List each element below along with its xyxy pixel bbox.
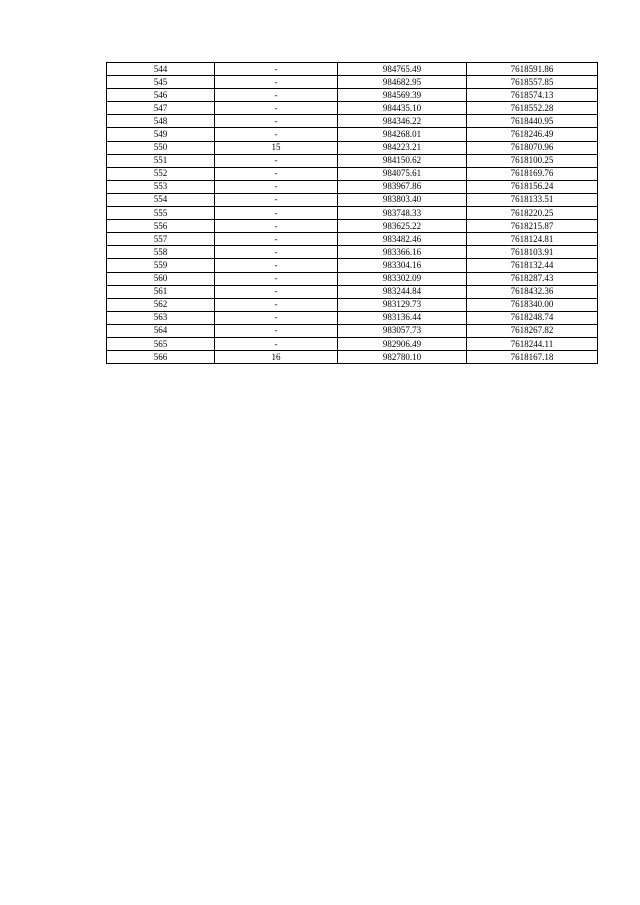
marker-cell: - (215, 102, 338, 115)
point-number-cell: 566 (107, 351, 215, 364)
coordinate-y-cell: 7618244.11 (467, 337, 598, 350)
coordinates-table-body (107, 63, 598, 364)
marker-cell: - (215, 63, 338, 76)
coordinate-y-cell: 7618287.43 (467, 272, 598, 285)
coordinate-y-cell: 7618103.91 (467, 246, 598, 259)
marker-cell: 15 (215, 141, 338, 154)
table-row (107, 102, 598, 115)
coordinate-x-cell: 984150.62 (338, 154, 467, 167)
coordinate-x-cell: 984268.01 (338, 128, 467, 141)
coordinate-x-cell: 983803.40 (338, 193, 467, 206)
point-number-cell: 553 (107, 180, 215, 193)
point-number-cell: 548 (107, 115, 215, 128)
coordinate-x-cell: 983366.16 (338, 246, 467, 259)
coordinate-x-cell: 983136.44 (338, 311, 467, 324)
coordinate-y-cell: 7618169.76 (467, 167, 598, 180)
coordinate-y-cell: 7618340.00 (467, 298, 598, 311)
point-number-cell: 557 (107, 233, 215, 246)
marker-cell: - (215, 167, 338, 180)
coordinate-x-cell: 982906.49 (338, 337, 467, 350)
coordinate-y-cell: 7618220.25 (467, 207, 598, 220)
point-number-cell: 546 (107, 89, 215, 102)
point-number-cell: 547 (107, 102, 215, 115)
coordinate-y-cell: 7618432.36 (467, 285, 598, 298)
coordinate-y-cell: 7618574.13 (467, 89, 598, 102)
coordinate-y-cell: 7618552.28 (467, 102, 598, 115)
table-row (107, 154, 598, 167)
coordinate-x-cell: 984682.95 (338, 76, 467, 89)
table-row (107, 76, 598, 89)
table-row (107, 141, 598, 154)
point-number-cell: 561 (107, 285, 215, 298)
table-row (107, 180, 598, 193)
table-row (107, 298, 598, 311)
table-row (107, 324, 598, 337)
marker-cell: 16 (215, 351, 338, 364)
table-row (107, 259, 598, 272)
coordinate-y-cell: 7618167.18 (467, 351, 598, 364)
table-row (107, 115, 598, 128)
marker-cell: - (215, 246, 338, 259)
marker-cell: - (215, 324, 338, 337)
coordinates-table (106, 62, 598, 364)
point-number-cell: 562 (107, 298, 215, 311)
coordinate-y-cell: 7618248.74 (467, 311, 598, 324)
marker-cell: - (215, 311, 338, 324)
point-number-cell: 556 (107, 220, 215, 233)
table-row (107, 233, 598, 246)
coordinate-x-cell: 983748.33 (338, 207, 467, 220)
table-row (107, 351, 598, 364)
coordinate-x-cell: 984346.22 (338, 115, 467, 128)
table-row (107, 207, 598, 220)
coordinate-y-cell: 7618133.51 (467, 193, 598, 206)
marker-cell: - (215, 220, 338, 233)
coordinate-y-cell: 7618156.24 (467, 180, 598, 193)
coordinate-y-cell: 7618215.87 (467, 220, 598, 233)
point-number-cell: 564 (107, 324, 215, 337)
table-row (107, 337, 598, 350)
marker-cell: - (215, 89, 338, 102)
table-row (107, 128, 598, 141)
point-number-cell: 555 (107, 207, 215, 220)
marker-cell: - (215, 285, 338, 298)
coordinate-x-cell: 983244.84 (338, 285, 467, 298)
table-row (107, 63, 598, 76)
table-row (107, 89, 598, 102)
marker-cell: - (215, 154, 338, 167)
coordinate-y-cell: 7618246.49 (467, 128, 598, 141)
coordinate-y-cell: 7618100.25 (467, 154, 598, 167)
point-number-cell: 552 (107, 167, 215, 180)
marker-cell: - (215, 298, 338, 311)
coordinate-x-cell: 984765.49 (338, 63, 467, 76)
table-row (107, 246, 598, 259)
table-row (107, 285, 598, 298)
table-row (107, 167, 598, 180)
marker-cell: - (215, 337, 338, 350)
table-row (107, 311, 598, 324)
coordinate-x-cell: 983967.86 (338, 180, 467, 193)
coordinate-x-cell: 984569.39 (338, 89, 467, 102)
coordinate-y-cell: 7618591.86 (467, 63, 598, 76)
point-number-cell: 565 (107, 337, 215, 350)
marker-cell: - (215, 128, 338, 141)
coordinate-x-cell: 982780.10 (338, 351, 467, 364)
point-number-cell: 549 (107, 128, 215, 141)
coordinate-x-cell: 984223.21 (338, 141, 467, 154)
coordinate-x-cell: 983625.22 (338, 220, 467, 233)
coordinate-y-cell: 7618557.85 (467, 76, 598, 89)
table-row (107, 220, 598, 233)
coordinate-y-cell: 7618132.44 (467, 259, 598, 272)
marker-cell: - (215, 259, 338, 272)
point-number-cell: 550 (107, 141, 215, 154)
marker-cell: - (215, 233, 338, 246)
coordinate-x-cell: 983302.09 (338, 272, 467, 285)
coordinate-y-cell: 7618124.81 (467, 233, 598, 246)
point-number-cell: 560 (107, 272, 215, 285)
coordinate-x-cell: 983482.46 (338, 233, 467, 246)
coordinate-y-cell: 7618070.96 (467, 141, 598, 154)
point-number-cell: 558 (107, 246, 215, 259)
point-number-cell: 559 (107, 259, 215, 272)
marker-cell: - (215, 115, 338, 128)
point-number-cell: 563 (107, 311, 215, 324)
table-row (107, 272, 598, 285)
marker-cell: - (215, 193, 338, 206)
marker-cell: - (215, 180, 338, 193)
coordinate-x-cell: 984435.10 (338, 102, 467, 115)
point-number-cell: 545 (107, 76, 215, 89)
coordinate-x-cell: 983304.16 (338, 259, 467, 272)
coordinate-y-cell: 7618440.95 (467, 115, 598, 128)
marker-cell: - (215, 272, 338, 285)
coordinate-x-cell: 984075.61 (338, 167, 467, 180)
coordinate-x-cell: 983057.73 (338, 324, 467, 337)
point-number-cell: 551 (107, 154, 215, 167)
table-row (107, 193, 598, 206)
point-number-cell: 544 (107, 63, 215, 76)
marker-cell: - (215, 76, 338, 89)
coordinate-y-cell: 7618267.82 (467, 324, 598, 337)
marker-cell: - (215, 207, 338, 220)
point-number-cell: 554 (107, 193, 215, 206)
coordinate-x-cell: 983129.73 (338, 298, 467, 311)
